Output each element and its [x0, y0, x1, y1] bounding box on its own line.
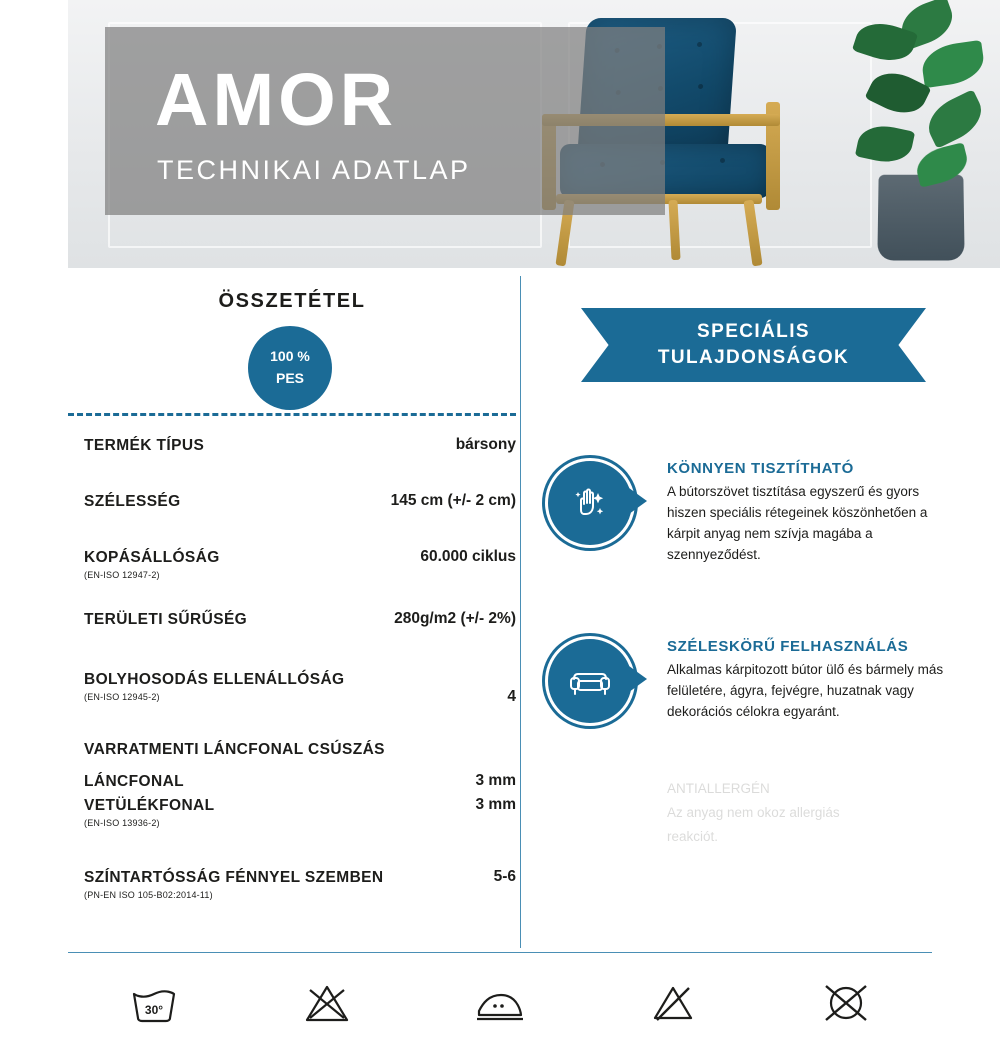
spec-value: 145 cm (+/- 2 cm): [390, 492, 516, 509]
wash-temp-label: 30°: [145, 1003, 164, 1017]
no-dry-clean-icon: [811, 971, 881, 1035]
feature-title: SZÉLESKÖRŰ FELHASZNÁLÁS: [667, 638, 909, 655]
composition-badge: [248, 326, 332, 410]
feature-faded-line-1: Az anyag nem okoz allergiás: [667, 805, 840, 820]
feature-text: Alkalmas kárpitozott bútor ülő és bármely más felületére, ágyra, fejvégre, huzatnak vagy dekorációs célokra egyaránt.: [667, 662, 944, 719]
feature-title: KÖNNYEN TISZTÍTHATÓ: [667, 460, 854, 477]
badge-percent: 100 %: [270, 348, 310, 365]
feature-icon-wrap: [545, 458, 633, 546]
spec-label: LÁNCFONAL: [84, 772, 185, 790]
feature-arrow: [629, 488, 647, 514]
spec-standard-note: (EN-ISO 13936-2): [84, 817, 160, 828]
feature-body: [667, 638, 955, 723]
spec-value: 4: [507, 687, 516, 705]
feature-faded-title: ANTIALLERGÉN: [667, 781, 770, 796]
page-subtitle: TECHNIKAI ADATLAP: [157, 155, 471, 185]
composition-column: [68, 268, 516, 968]
special-features-column: [545, 268, 955, 968]
spec-label: SZÍNTARTÓSSÁG FÉNNYEL SZEMBEN: [84, 868, 384, 886]
feature-icon-wrap: [545, 636, 633, 724]
table-row: [84, 670, 516, 705]
wash-30-icon: [119, 971, 189, 1035]
page-title: AMOR: [155, 58, 398, 141]
table-row: [84, 868, 516, 900]
composition-heading: ÖSSZETÉTEL: [218, 290, 366, 312]
spec-standard-note: (EN-ISO 12947-2): [84, 569, 160, 580]
table-row: [84, 796, 516, 828]
column-divider: [520, 276, 521, 948]
spec-value: 60.000 ciklus: [420, 548, 516, 565]
no-bleach-icon: [292, 971, 362, 1035]
spec-label: VETÜLÉKFONAL: [84, 796, 215, 814]
hero-banner: [0, 0, 1000, 268]
spec-label: TERÜLETI SŰRŰSÉG: [84, 610, 248, 628]
spec-value: 280g/m2 (+/- 2%): [394, 609, 516, 627]
plant-pot: [877, 175, 964, 261]
content-area: [0, 268, 1000, 1017]
table-row: [84, 610, 516, 640]
spec-label: TERMÉK TÍPUS: [84, 437, 205, 454]
hero-left-white-strip: [0, 0, 68, 268]
table-row: [84, 548, 516, 580]
spec-value: 3 mm: [475, 795, 516, 813]
special-features-ribbon: [581, 308, 926, 382]
ribbon-label: [581, 308, 926, 382]
spec-value: 3 mm: [475, 771, 516, 789]
chair-leg: [743, 200, 762, 267]
table-row: [84, 436, 516, 466]
plant-illustration: [830, 0, 1000, 268]
ribbon-line-2: TULAJDONSÁGOK: [657, 347, 850, 368]
no-tumble-dry-icon: [638, 971, 708, 1035]
chair-leg: [668, 200, 680, 260]
spec-table: [84, 436, 516, 926]
care-divider: [68, 952, 932, 953]
feature-faded-line-2: reakciót.: [667, 829, 719, 844]
spec-label: BOLYHOSODÁS ELLENÁLLÓSÁG: [84, 670, 345, 688]
table-row: [84, 492, 516, 522]
spec-label: KOPÁSÁLLÓSÁG: [84, 549, 220, 566]
feature-arrow: [629, 666, 647, 692]
ribbon-line-1: SPECIÁLIS: [697, 321, 810, 343]
spec-standard-note: (PN-EN ISO 105-B02:2014-11): [84, 889, 213, 900]
spec-value: bársony: [455, 436, 516, 453]
spec-label: VARRATMENTI LÁNCFONAL CSÚSZÁS: [84, 740, 385, 758]
sofa-icon: [545, 636, 635, 726]
feature-text: A bútorszövet tisztítása egyszerű és gyors hiszen speciális rétegeinek köszönhetően a kárpit anyag nem szívja magába a szennyeződést.: [667, 484, 928, 562]
title-overlay: [105, 27, 665, 215]
spec-label: SZÉLESSÉG: [84, 493, 181, 510]
spec-value: 5-6: [493, 867, 516, 885]
table-row: [84, 740, 516, 770]
feature-body: [667, 460, 955, 566]
dashed-separator: [68, 413, 516, 416]
table-row: [84, 772, 516, 794]
iron-icon: [465, 971, 535, 1035]
badge-material: PES: [275, 370, 304, 386]
care-symbols-row: [68, 968, 932, 1038]
spec-standard-note: (EN-ISO 12945-2): [84, 691, 160, 702]
easy-clean-icon: [545, 458, 635, 548]
